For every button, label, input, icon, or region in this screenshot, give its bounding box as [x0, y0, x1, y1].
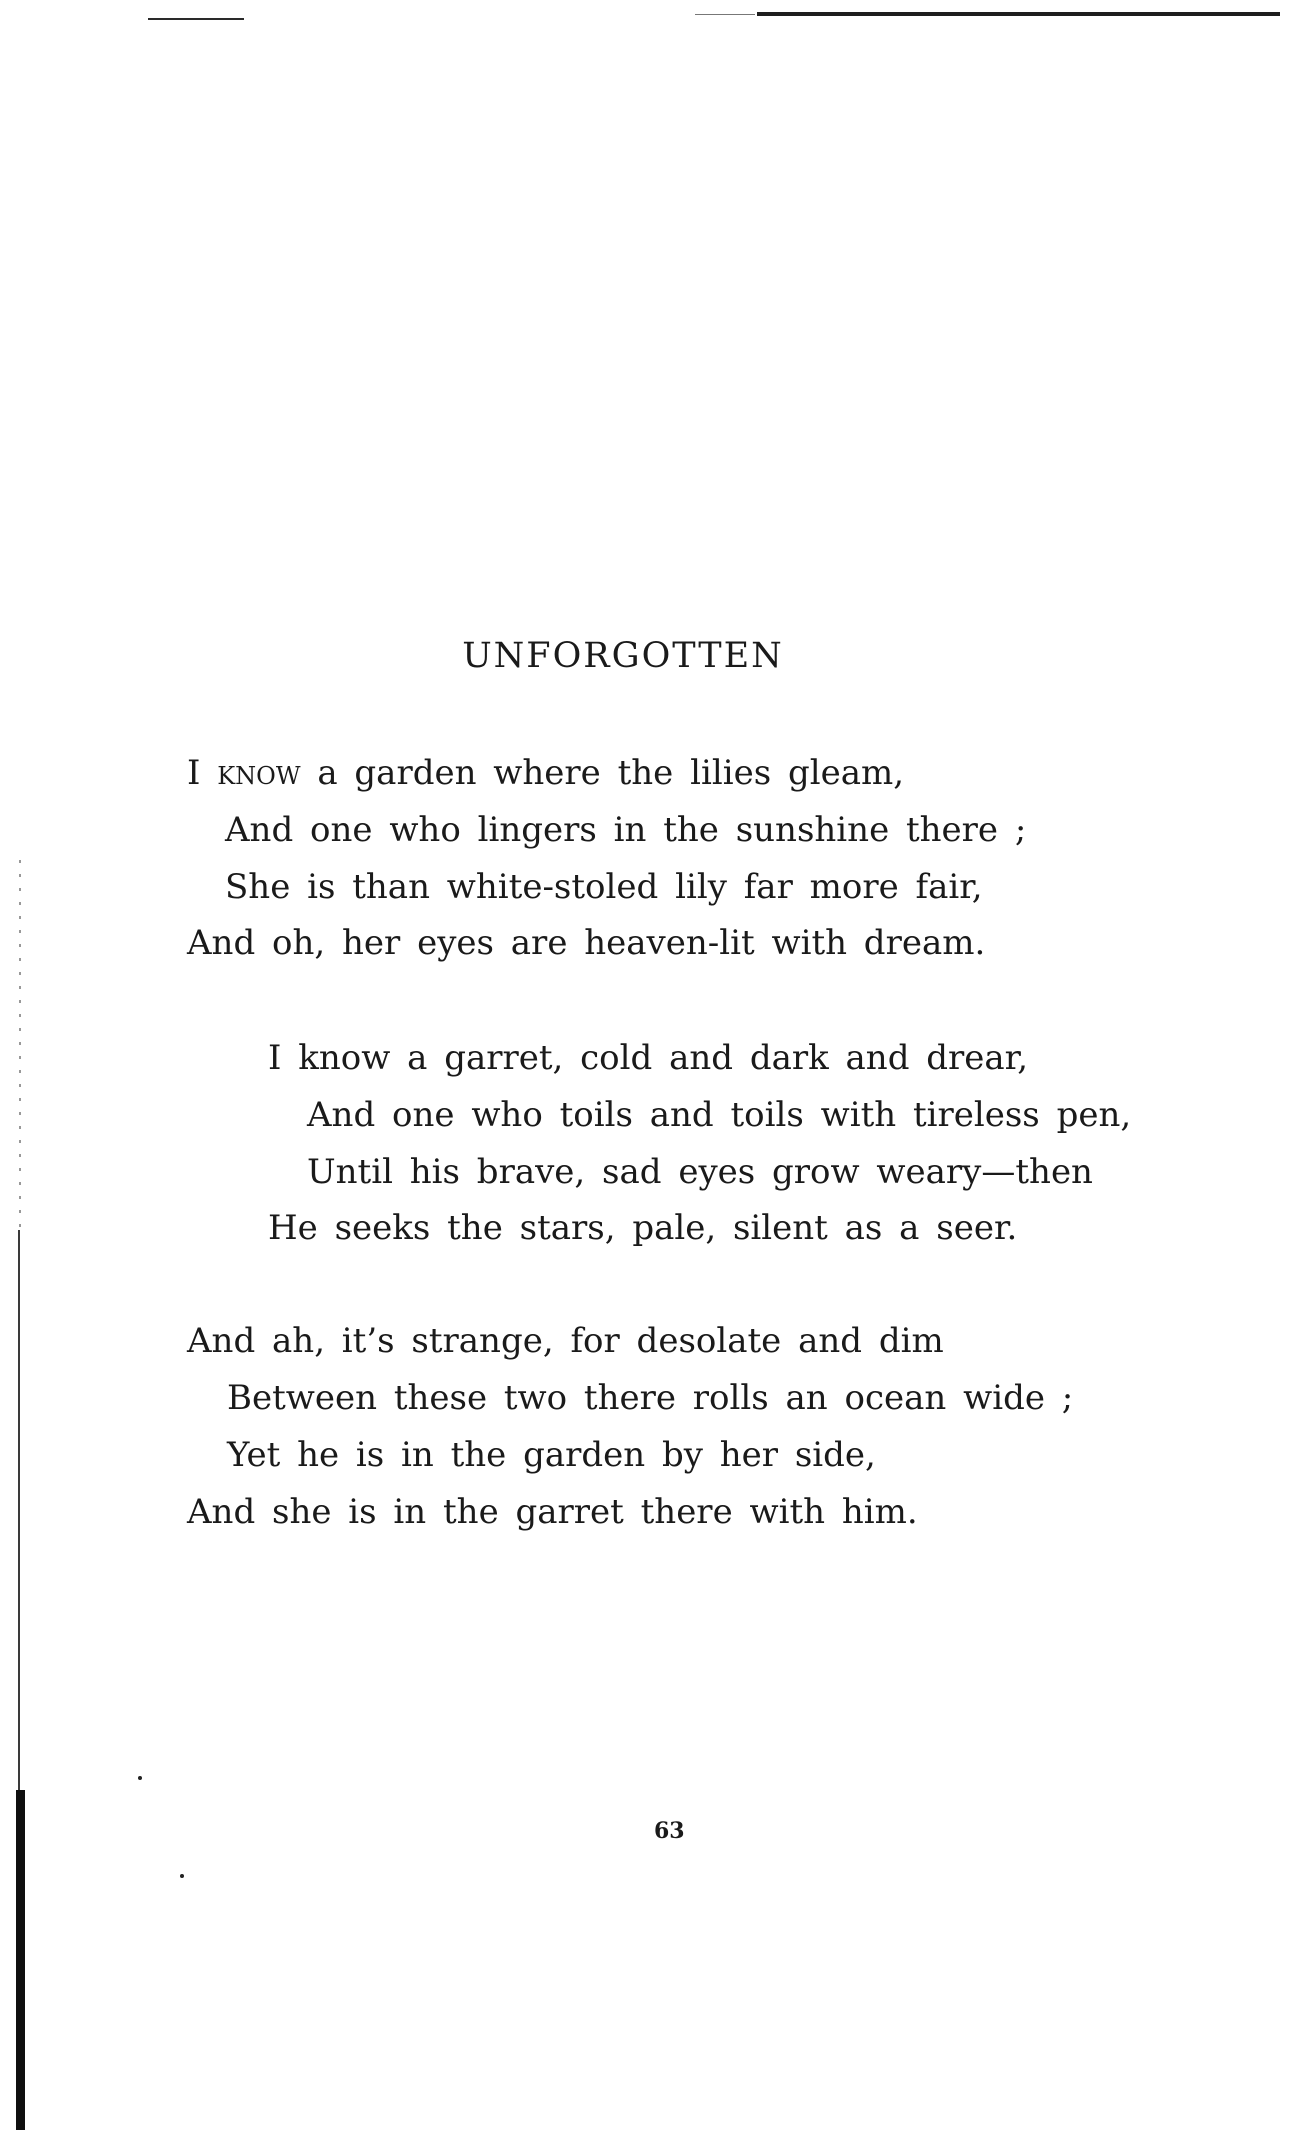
- poem-line: And one who toils and toils with tireless pen,: [307, 1095, 1132, 1135]
- binding-edge-thick: [16, 1790, 25, 2130]
- top-rule-left: [148, 18, 244, 20]
- top-rule-right: [757, 12, 1280, 16]
- poem-line: Between these two there rolls an ocean wide ;: [227, 1378, 1074, 1418]
- poem-line: And one who lingers in the sunshine there ;: [225, 810, 1027, 850]
- binding-edge-marks: [19, 860, 21, 1230]
- top-rule-faint: [695, 14, 755, 15]
- poem-line: Until his brave, sad eyes grow weary—then: [307, 1152, 1093, 1192]
- ink-speck: [180, 1874, 184, 1878]
- poem-line: I know a garret, cold and dark and drear,: [268, 1038, 1029, 1078]
- ink-speck: [138, 1776, 142, 1780]
- page-number: 63: [654, 1818, 685, 1844]
- poem-line: And ah, it’s strange, for desolate and dim: [187, 1321, 944, 1361]
- poem-title: UNFORGOTTEN: [462, 636, 784, 676]
- poem-line: I know a garden where the lilies gleam,: [187, 753, 905, 793]
- poem-line: Yet he is in the garden by her side,: [227, 1435, 876, 1475]
- poem-line: And oh, her eyes are heaven-lit with dream.: [187, 923, 986, 963]
- poem-line: She is than white-stoled lily far more fair,: [225, 867, 983, 907]
- poem-line: And she is in the garret there with him.: [187, 1492, 918, 1532]
- binding-edge-thin: [18, 1230, 20, 1790]
- poem-line: He seeks the stars, pale, silent as a seer.: [268, 1208, 1018, 1248]
